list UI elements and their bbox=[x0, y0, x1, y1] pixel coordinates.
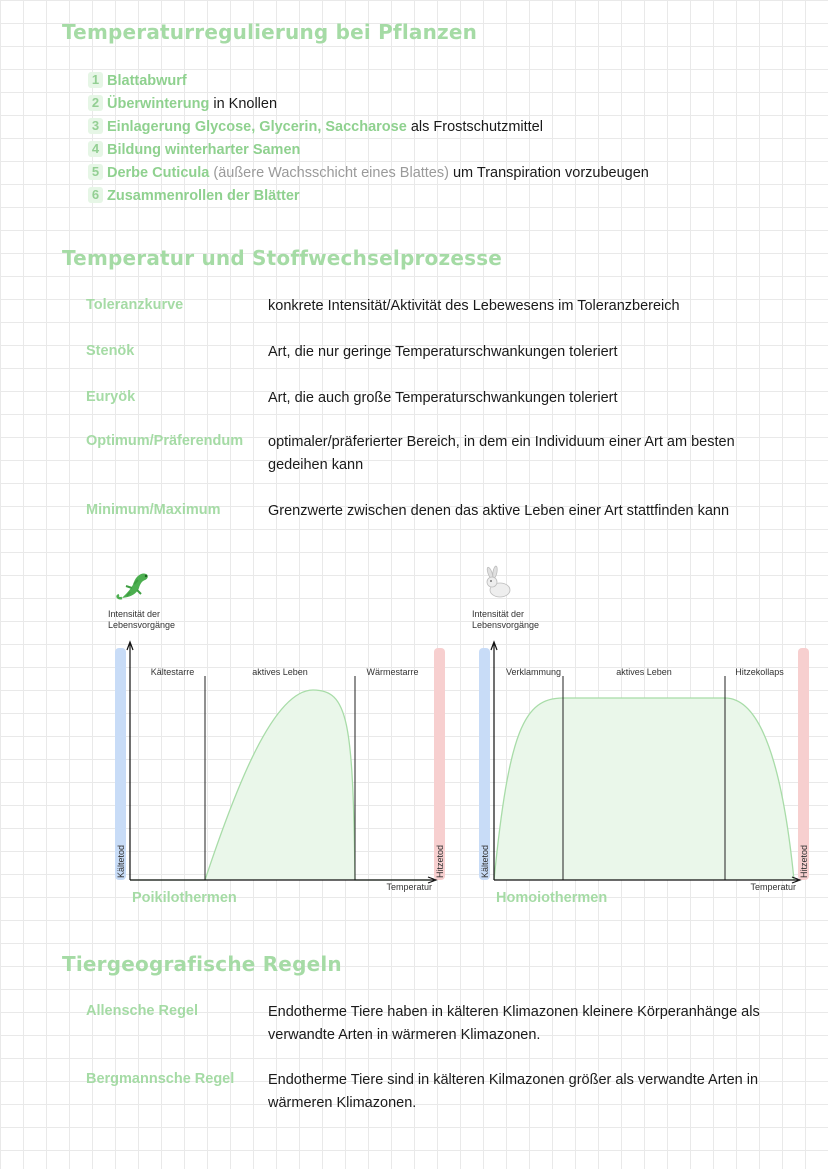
x-axis-label: Temperatur bbox=[750, 882, 796, 892]
list-item-note: (äußere Wachsschicht eines Blattes) bbox=[209, 165, 449, 181]
term-bergmannsche-regel: Bergmannsche Regel bbox=[86, 1071, 235, 1087]
zone-label: Verklammung bbox=[505, 667, 562, 677]
curve-fill bbox=[130, 690, 430, 880]
y-axis-label: Lebensvorgänge bbox=[108, 620, 176, 630]
term-minimum-maximum: Minimum/Maximum bbox=[86, 502, 221, 518]
section-heading-zoogeography: Tiergeografische Regeln bbox=[62, 952, 342, 976]
list-item-term: Derbe Cuticula bbox=[107, 165, 210, 181]
rabbit-icon bbox=[486, 566, 510, 597]
curve-fill bbox=[494, 698, 794, 880]
definition-euryoek: Art, die auch große Temperaturschwankungen toleriert bbox=[268, 390, 618, 406]
chart-caption: Homoiothermen bbox=[496, 890, 608, 906]
list-number: 6 bbox=[88, 187, 103, 203]
zone-label: Kältestarre bbox=[150, 667, 195, 677]
term-allensche-regel: Allensche Regel bbox=[86, 1003, 199, 1019]
y-axis-label: Intensität der bbox=[472, 609, 525, 619]
definition-toleranzkurve: konkrete Intensität/Aktivität des Lebewesens im Toleranzbereich bbox=[268, 298, 680, 314]
list-item bbox=[88, 70, 649, 93]
y-axis-label: Intensität der bbox=[108, 609, 161, 619]
section-heading-plants: Temperaturregulierung bei Pflanzen bbox=[62, 20, 478, 44]
list-item-term: Bildung winterharter Samen bbox=[107, 142, 301, 158]
section-heading-metabolism: Temperatur und Stoffwechselprozesse bbox=[62, 246, 503, 270]
heat-death-label: Hitzetod bbox=[799, 844, 809, 878]
zone-label: aktives Leben bbox=[252, 667, 308, 677]
list-item bbox=[88, 139, 649, 162]
list-item bbox=[88, 93, 649, 116]
definition-allensche-regel: Endotherme Tiere haben in kälteren Klimazonen kleinere Körperanhänge als verwandte Arten in wärmeren Klimazonen. bbox=[268, 1004, 760, 1043]
lizard-icon bbox=[118, 573, 148, 598]
rabbit-head bbox=[487, 577, 497, 587]
zone-label: aktives Leben bbox=[616, 667, 672, 677]
zone-label: Hitzekollaps bbox=[735, 667, 784, 677]
y-axis-label: Lebensvorgänge bbox=[472, 620, 540, 630]
list-item bbox=[88, 116, 649, 139]
list-number: 2 bbox=[88, 95, 103, 111]
list-number: 1 bbox=[88, 72, 103, 88]
list-item-text: in Knollen bbox=[209, 96, 278, 112]
x-axis-label: Temperatur bbox=[386, 882, 432, 892]
lizard-body bbox=[122, 573, 148, 598]
term-toleranzkurve: Toleranzkurve bbox=[86, 297, 184, 313]
heat-death-label: Hitzetod bbox=[435, 844, 445, 878]
rabbit-eye bbox=[490, 580, 492, 582]
definition-bergmannsche-regel: Endotherme Tiere sind in kälteren Kilmazonen größer als verwandte Arten in wärmeren Klimazonen. bbox=[268, 1072, 759, 1111]
list-item-term: Blattabwurf bbox=[107, 73, 187, 89]
list-item-text: als Frostschutzmittel bbox=[406, 119, 543, 135]
chart-caption: Poikilothermen bbox=[132, 890, 237, 906]
list-item bbox=[88, 185, 649, 208]
list-number: 4 bbox=[88, 141, 103, 157]
zone-label: Wärmestarre bbox=[366, 667, 419, 677]
lizard-eye bbox=[145, 575, 147, 577]
chart-homoiothermen bbox=[472, 566, 809, 906]
term-stenoek: Stenök bbox=[86, 343, 135, 359]
chart-poikilothermen bbox=[108, 573, 445, 906]
rabbit-ear bbox=[492, 566, 498, 579]
list-item-text: um Transpiration vorzubeugen bbox=[448, 165, 649, 181]
list-item-term: Zusammenrollen der Blätter bbox=[107, 188, 300, 204]
cold-death-label: Kältetod bbox=[480, 844, 490, 878]
definition-optimum: optimaler/präferierter Bereich, in dem ein Individuum einer Art am besten gedeihen kann bbox=[268, 434, 735, 473]
term-optimum: Optimum/Präferendum bbox=[86, 433, 244, 449]
term-euryoek: Euryök bbox=[86, 389, 136, 405]
plant-strategy-list bbox=[88, 70, 649, 208]
list-item bbox=[88, 162, 649, 185]
definition-stenoek: Art, die nur geringe Temperaturschwankungen toleriert bbox=[268, 344, 618, 360]
list-number: 3 bbox=[88, 118, 103, 134]
list-number: 5 bbox=[88, 164, 103, 180]
list-item-term: Überwinterung bbox=[107, 96, 210, 112]
lizard-tail bbox=[118, 595, 122, 598]
list-item-term: Einlagerung Glycose, Glycerin, Saccharose bbox=[107, 119, 407, 135]
cold-death-label: Kältetod bbox=[116, 844, 126, 878]
tolerance-charts bbox=[100, 560, 820, 916]
definition-minimum-maximum: Grenzwerte zwischen denen das aktive Leben einer Art stattfinden kann bbox=[268, 503, 730, 519]
